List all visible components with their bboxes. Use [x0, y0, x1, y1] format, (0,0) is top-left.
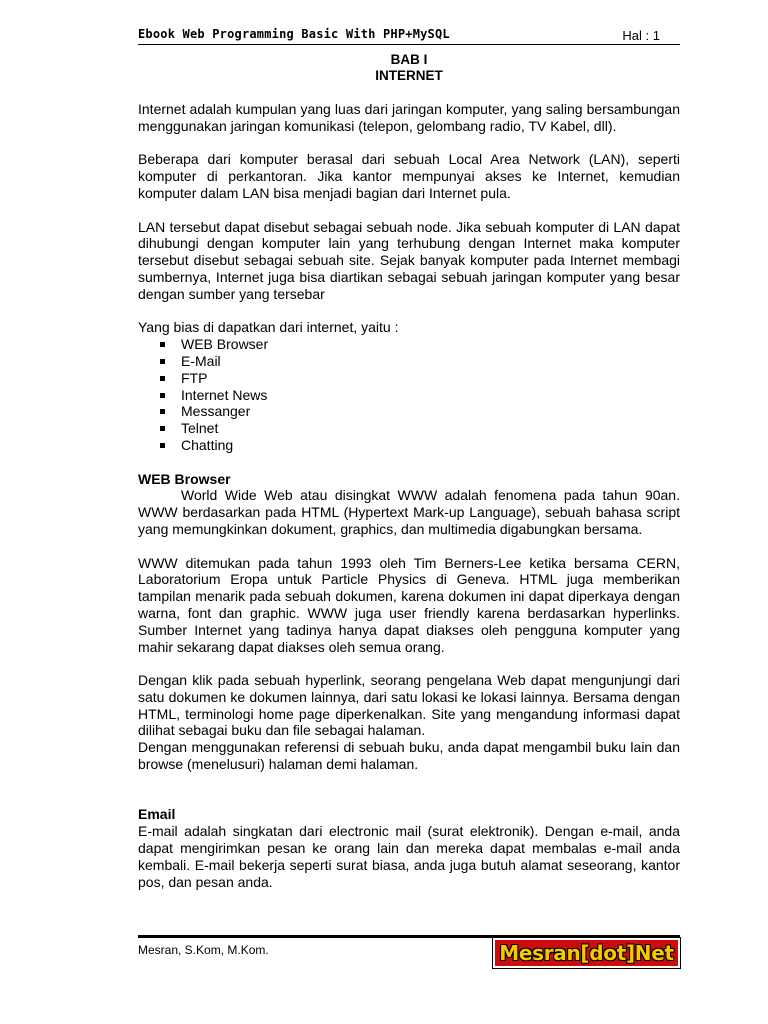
- bullet-icon: [160, 376, 165, 381]
- paragraph: WWW ditemukan pada tahun 1993 oleh Tim Berners-Lee ketika bersama CERN, Laboratorium Eropa untuk Particle Physics di Geneva. HTML juga memberikan tampilan menarik pada sebuah dokumen, karena dokumen ini dapat diperkaya dengan warna, font dan graphic. WWW juga user friendly karena berdasarkan hyperlinks. Sumber Internet yang tadinya hanya dapat diakses oleh pengguna komputer yang mahir sekarang dapat diakses oleh semua orang.: [138, 554, 680, 655]
- list-item: E-Mail: [138, 353, 680, 370]
- list-item: Telnet: [138, 420, 680, 437]
- paragraph: LAN tersebut dapat disebut sebagai sebuah node. Jika sebuah komputer di LAN dapat dihubungi dengan komputer lain yang terhubung dengan Internet maka komputer tersebut disebut sebagai sebuah site. Sejak banyak komputer pada Internet membagi sumbernya, Internet juga bisa diartikan sebagai sebuah jaringan komputer yang besar dengan sumber yang tersebar: [138, 218, 680, 302]
- footer-author: Mesran, S.Kom, M.Kom.: [138, 943, 269, 957]
- paragraph: E-mail adalah singkatan dari electronic mail (surat elektronik). Dengan e-mail, anda dapat mengirimkan pesan ke orang lain dan mereka dapat membalas e-mail anda kembali. E-mail bekerja seperti surat biasa, anda juga butuh alamat seseorang, kantor pos, dan pesan anda.: [138, 823, 680, 890]
- bullet-icon: [160, 426, 165, 431]
- paragraph: Dengan menggunakan referensi di sebuah buku, anda dapat mengambil buku lain dan browse (menelusuri) halaman demi halaman.: [138, 739, 680, 773]
- page-number: Hal : 1: [622, 28, 660, 43]
- bullet-icon: [160, 409, 165, 414]
- section-heading-web-browser: WEB Browser: [138, 470, 231, 487]
- list-item: Internet News: [138, 387, 680, 404]
- bullet-icon: [160, 359, 165, 364]
- body-content: [138, 101, 680, 890]
- header-title: Ebook Web Programming Basic With PHP+MySQL: [138, 27, 450, 41]
- brand-logo-text: Mesran[dot]Net: [499, 941, 674, 965]
- paragraph: Internet adalah kumpulan yang luas dari jaringan komputer, yang saling bersambungan menggunakan jaringan komunikasi (telepon, gelombang radio, TV Kabel, dll).: [138, 101, 680, 134]
- paragraph: Beberapa dari komputer berasal dari sebuah Local Area Network (LAN), seperti komputer di perkantoran. Jika kantor mempunyai akses ke Internet, kemudian komputer dalam LAN bisa menjadi bagian dari Internet pula.: [138, 151, 680, 201]
- chapter-number: BAB I: [390, 52, 428, 67]
- list-item: FTP: [138, 370, 680, 387]
- section-heading-email: Email: [138, 806, 176, 823]
- bullet-icon: [160, 393, 165, 398]
- list-item: WEB Browser: [138, 336, 680, 353]
- chapter-title: INTERNET: [375, 68, 443, 83]
- list-intro: Yang bias di dapatkan dari internet, yaitu :: [138, 319, 399, 336]
- services-list: [138, 336, 680, 454]
- list-item: Chatting: [138, 437, 680, 454]
- page-header: [138, 26, 680, 45]
- paragraph: World Wide Web atau disingkat WWW adalah fenomena pada tahun 90an. WWW berdasarkan pada HTML (Hypertext Mark-up Language), sebuah bahasa script yang memungkinkan dokument, graphics, dan multimedia digabungkan bersama.: [138, 487, 680, 537]
- paragraph: Dengan klik pada sebuah hyperlink, seorang pengelana Web dapat mengunjungi dari satu dokumen ke dokumen lainnya, dari satu lokasi ke lokasi lainnya. Bersama dengan HTML, terminologi home page diperkenalkan. Site yang mengandung informasi dapat dilihat sebagai buku dan file sebagai halaman.: [138, 672, 680, 739]
- bullet-icon: [160, 443, 165, 448]
- list-item: Messanger: [138, 403, 680, 420]
- bullet-icon: [160, 342, 165, 347]
- brand-logo: [493, 938, 680, 968]
